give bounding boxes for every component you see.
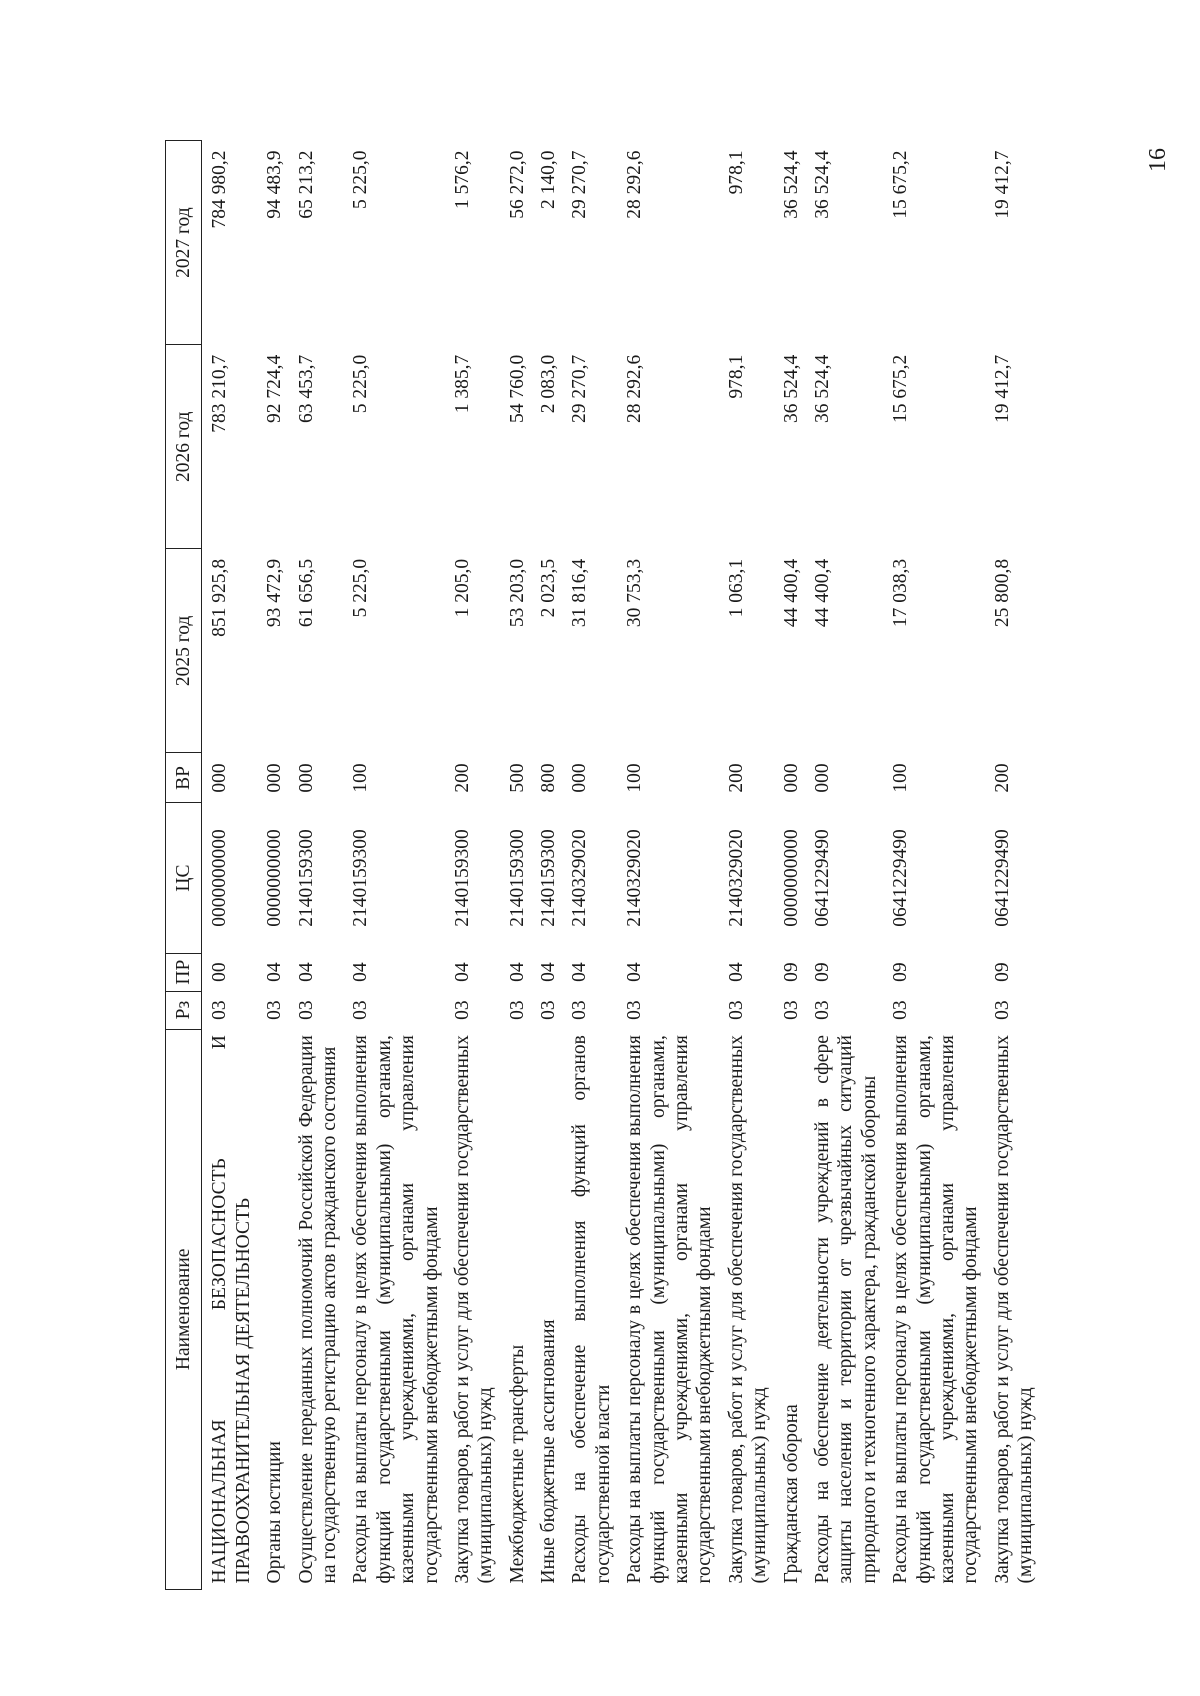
row-vr: 000 — [295, 763, 317, 793]
row-2027: 28 292,6 — [624, 150, 646, 219]
row-pr: 09 — [811, 962, 833, 982]
row-name: Иные бюджетные ассигнования — [538, 1319, 560, 1584]
row-2025: 93 472,9 — [264, 558, 286, 628]
table-row — [263, 141, 294, 1590]
row-vr: 000 — [209, 763, 231, 793]
row-vr: 000 — [811, 763, 833, 793]
row-vr: 500 — [506, 763, 528, 793]
header-rz: Рз — [166, 991, 202, 1029]
row-pr: 09 — [991, 962, 1013, 982]
row-cs: 2140329020 — [725, 829, 747, 927]
table-row — [811, 141, 889, 1590]
row-name: Органы юстиции — [264, 1441, 286, 1584]
header-2026: 2026 год — [166, 345, 202, 549]
row-rz: 03 — [451, 1000, 473, 1020]
row-2026: 36 524,4 — [780, 354, 802, 423]
row-vr: 000 — [780, 763, 802, 793]
row-2027: 94 483,9 — [264, 150, 286, 219]
row-pr: 04 — [350, 962, 372, 982]
row-vr: 100 — [350, 763, 372, 793]
row-2026: 19 412,7 — [991, 354, 1013, 423]
table-row — [295, 141, 350, 1590]
row-pr: 04 — [506, 962, 528, 982]
row-rz: 03 — [350, 1000, 372, 1020]
table-row — [537, 141, 568, 1590]
row-2025: 1 205,0 — [451, 558, 473, 618]
row-rz: 03 — [264, 1000, 286, 1020]
row-cs: 0641229490 — [811, 829, 833, 927]
header-2027: 2027 год — [166, 141, 202, 345]
row-pr: 00 — [209, 962, 231, 982]
table-row — [451, 141, 506, 1590]
header-2025: 2025 год — [166, 549, 202, 753]
table-row — [623, 141, 725, 1590]
row-name: Расходы на обеспечение деятельности учреждений в сфере защиты населения и территории от чрезвычайных ситуаций природного и техногенного характера, гражданской обороны — [811, 1035, 880, 1584]
row-2025: 25 800,8 — [991, 558, 1013, 628]
row-pr: 04 — [624, 962, 646, 982]
table-row — [349, 141, 451, 1590]
row-cs: 0641229490 — [991, 829, 1013, 927]
row-pr: 09 — [890, 962, 912, 982]
row-2026: 5 225,0 — [350, 354, 372, 414]
row-cs: 2140159300 — [506, 829, 528, 927]
row-rz: 03 — [569, 1000, 591, 1020]
row-2026: 783 210,7 — [209, 354, 231, 433]
row-pr: 04 — [451, 962, 473, 982]
row-2026: 15 675,2 — [890, 354, 912, 423]
row-2025: 44 400,4 — [811, 558, 833, 628]
row-rz: 03 — [506, 1000, 528, 1020]
row-rz: 03 — [538, 1000, 560, 1020]
rotated-page-content — [165, 140, 1185, 1590]
row-2026: 28 292,6 — [624, 354, 646, 423]
row-2026: 54 760,0 — [506, 354, 528, 423]
row-vr: 200 — [991, 763, 1013, 793]
table-row — [568, 141, 623, 1590]
row-cs: 0000000000 — [209, 829, 231, 927]
row-vr: 000 — [264, 763, 286, 793]
row-2025: 5 225,0 — [350, 558, 372, 618]
header-vr: ВР — [166, 753, 202, 803]
row-name: Закупка товаров, работ и услуг для обеспечения государственных (муниципальных) нужд — [451, 1035, 497, 1584]
row-2027: 29 270,7 — [569, 150, 591, 219]
row-2025: 61 656,5 — [295, 558, 317, 628]
row-name: Закупка товаров, работ и услуг для обеспечения государственных (муниципальных) нужд — [725, 1035, 771, 1584]
row-2025: 851 925,8 — [209, 558, 231, 637]
row-cs: 2140159300 — [538, 829, 560, 927]
row-rz: 03 — [295, 1000, 317, 1020]
row-vr: 100 — [624, 763, 646, 793]
row-name: Гражданская оборона — [780, 1404, 802, 1584]
row-2026: 92 724,4 — [264, 354, 286, 423]
row-cs: 0000000000 — [780, 829, 802, 927]
table-header — [166, 141, 202, 1590]
row-2025: 1 063,1 — [725, 558, 747, 618]
row-2025: 31 816,4 — [569, 558, 591, 628]
row-2027: 15 675,2 — [890, 150, 912, 219]
table-row — [991, 141, 1046, 1590]
row-name: Закупка товаров, работ и услуг для обеспечения государственных (муниципальных) нужд — [991, 1035, 1037, 1584]
row-name: Расходы на выплаты персоналу в целях обеспечения выполнения функций государственными (муниципальными) органами, казенными учреждениями, органами управления государственными внебюджетными фондами — [890, 1035, 982, 1584]
header-name: Наименование — [166, 1029, 202, 1589]
row-vr: 200 — [725, 763, 747, 793]
row-name: Межбюджетные трансферты — [506, 1344, 528, 1584]
row-cs: 2140159300 — [295, 829, 317, 927]
row-vr: 100 — [890, 763, 912, 793]
row-2026: 29 270,7 — [569, 354, 591, 423]
row-2025: 30 753,3 — [624, 558, 646, 628]
row-pr: 09 — [780, 962, 802, 982]
row-pr: 04 — [725, 962, 747, 982]
row-cs: 0000000000 — [264, 829, 286, 927]
row-2025: 2 023,5 — [538, 558, 560, 618]
row-rz: 03 — [209, 1000, 231, 1020]
row-pr: 04 — [264, 962, 286, 982]
row-pr: 04 — [295, 962, 317, 982]
row-vr: 200 — [451, 763, 473, 793]
row-rz: 03 — [725, 1000, 747, 1020]
table-row — [889, 141, 991, 1590]
row-name: Расходы на обеспечение выполнения функций органов государственной власти — [569, 1035, 614, 1584]
row-2026: 978,1 — [725, 354, 747, 399]
row-2027: 5 225,0 — [350, 150, 372, 209]
table-row — [725, 141, 780, 1590]
row-cs: 2140159300 — [350, 829, 372, 927]
row-2025: 17 038,3 — [890, 558, 912, 628]
header-cs: ЦС — [166, 803, 202, 953]
row-name: Расходы на выплаты персоналу в целях обеспечения выполнения функций государственными (муниципальными) органами, казенными учреждениями, органами управления государственными внебюджетными фондами — [350, 1035, 442, 1584]
row-pr: 04 — [538, 962, 560, 982]
row-2027: 784 980,2 — [209, 150, 231, 229]
row-2027: 978,1 — [725, 150, 747, 195]
row-rz: 03 — [624, 1000, 646, 1020]
row-cs: 2140159300 — [451, 829, 473, 927]
table-row — [202, 141, 263, 1590]
row-rz: 03 — [991, 1000, 1013, 1020]
row-name: Осуществление переданных полномочий Российской Федерации на государственную регистрацию актов гражданского состояния — [295, 1035, 340, 1584]
row-2027: 2 140,0 — [538, 150, 560, 209]
table-row — [780, 141, 811, 1590]
table-body — [202, 141, 1046, 1590]
row-pr: 04 — [569, 962, 591, 982]
row-2027: 19 412,7 — [991, 150, 1013, 219]
row-2027: 36 524,4 — [780, 150, 802, 219]
row-2026: 36 524,4 — [811, 354, 833, 423]
row-2027: 56 272,0 — [506, 150, 528, 219]
row-rz: 03 — [890, 1000, 912, 1020]
row-2025: 53 203,0 — [506, 558, 528, 628]
row-2026: 63 453,7 — [295, 354, 317, 423]
row-cs: 2140329020 — [569, 829, 591, 927]
row-name: НАЦИОНАЛЬНАЯ БЕЗОПАСНОСТЬ И ПРАВООХРАНИТЕЛЬНАЯ ДЕЯТЕЛЬНОСТЬ — [209, 1035, 254, 1584]
row-2027: 65 213,2 — [295, 150, 317, 219]
page-number: 16 — [1145, 148, 1171, 172]
row-2025: 44 400,4 — [780, 558, 802, 628]
row-cs: 2140329020 — [624, 829, 646, 927]
row-2027: 1 576,2 — [451, 150, 473, 209]
row-2026: 2 083,0 — [538, 354, 560, 414]
row-rz: 03 — [811, 1000, 833, 1020]
row-rz: 03 — [780, 1000, 802, 1020]
row-vr: 000 — [569, 763, 591, 793]
row-2027: 36 524,4 — [811, 150, 833, 219]
header-pr: ПР — [166, 953, 202, 991]
budget-table — [165, 140, 1046, 1590]
row-name: Расходы на выплаты персоналу в целях обеспечения выполнения функций государственными (муниципальными) органами, казенными учреждениями, органами управления государственными внебюджетными фондами — [624, 1035, 716, 1584]
row-2026: 1 385,7 — [451, 354, 473, 414]
row-cs: 0641229490 — [890, 829, 912, 927]
row-vr: 800 — [538, 763, 560, 793]
table-row — [506, 141, 537, 1590]
